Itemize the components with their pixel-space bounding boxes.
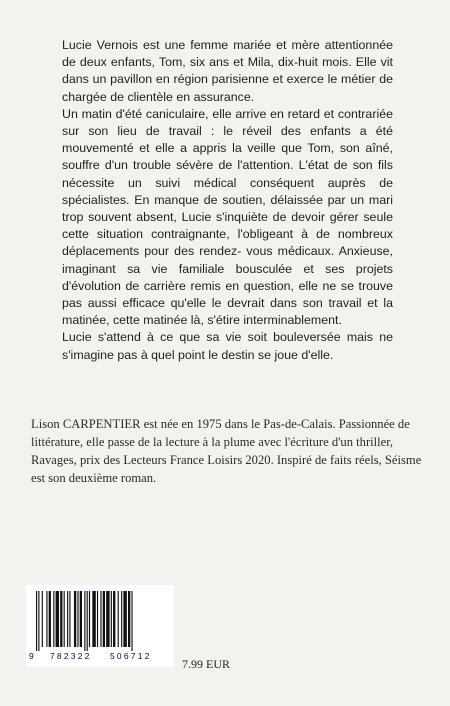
barcode-digits-right: 506712 [110, 651, 152, 661]
synopsis-paragraph-2: Un matin d'été caniculaire, elle arrive en retard et contrariée sur son lieu de travail : le réveil des enfants a été mouvementé et elle a appris la veille que Tom, son aîné, souffre d'un trouble sévère de l'attention. L'état de son fils nécessite un suivi médical conséquent auprès de spécialistes. En manque de soutien, délaissée par un mari trop souvent absent, Lucie s'inquiète de devoir gérer seule cette situation contraignante, l'obligeant à de nombreux déplacements pour des rendez- vous médicaux. Anxieuse, imaginant sa vie familiale bousculée et ses projets d'évolution de carrière remis en question, elle ne se trouve pas aussi efficace qu'elle le devrait dans son travail et la matinée, cette matinée là, s'étire interminablement. [62, 106, 393, 328]
barcode-digits-left: 782322 [50, 651, 92, 661]
barcode-digit-first: 9 [29, 651, 34, 661]
author-bio: Lison CARPENTIER est née en 1975 dans le Pas-de-Calais. Passionnée de littérature, elle passe de la lecture à la plume avec l'écriture d'un thriller, Ravages, prix des Lecteurs France Loisirs 2020. Inspiré de faits réels, Séisme est son deuxième roman. [31, 417, 422, 485]
barcode-digits [26, 651, 174, 665]
barcode-image [32, 591, 168, 651]
price: 7.99 EUR [182, 657, 230, 671]
synopsis-paragraph-3: Lucie s'attend à ce que sa vie soit bouleversée mais ne s'imagine pas à quel point le destin se joue d'elle. [62, 330, 393, 362]
barcode [26, 585, 174, 667]
synopsis [62, 37, 393, 364]
synopsis-paragraph-1: Lucie Vernois est une femme mariée et mère attentionnée de deux enfants, Tom, six ans et Mila, dix-huit mois. Elle vit dans un pavillon en région parisienne et exerce le métier de chargée de clientèle en assurance. [62, 38, 393, 104]
